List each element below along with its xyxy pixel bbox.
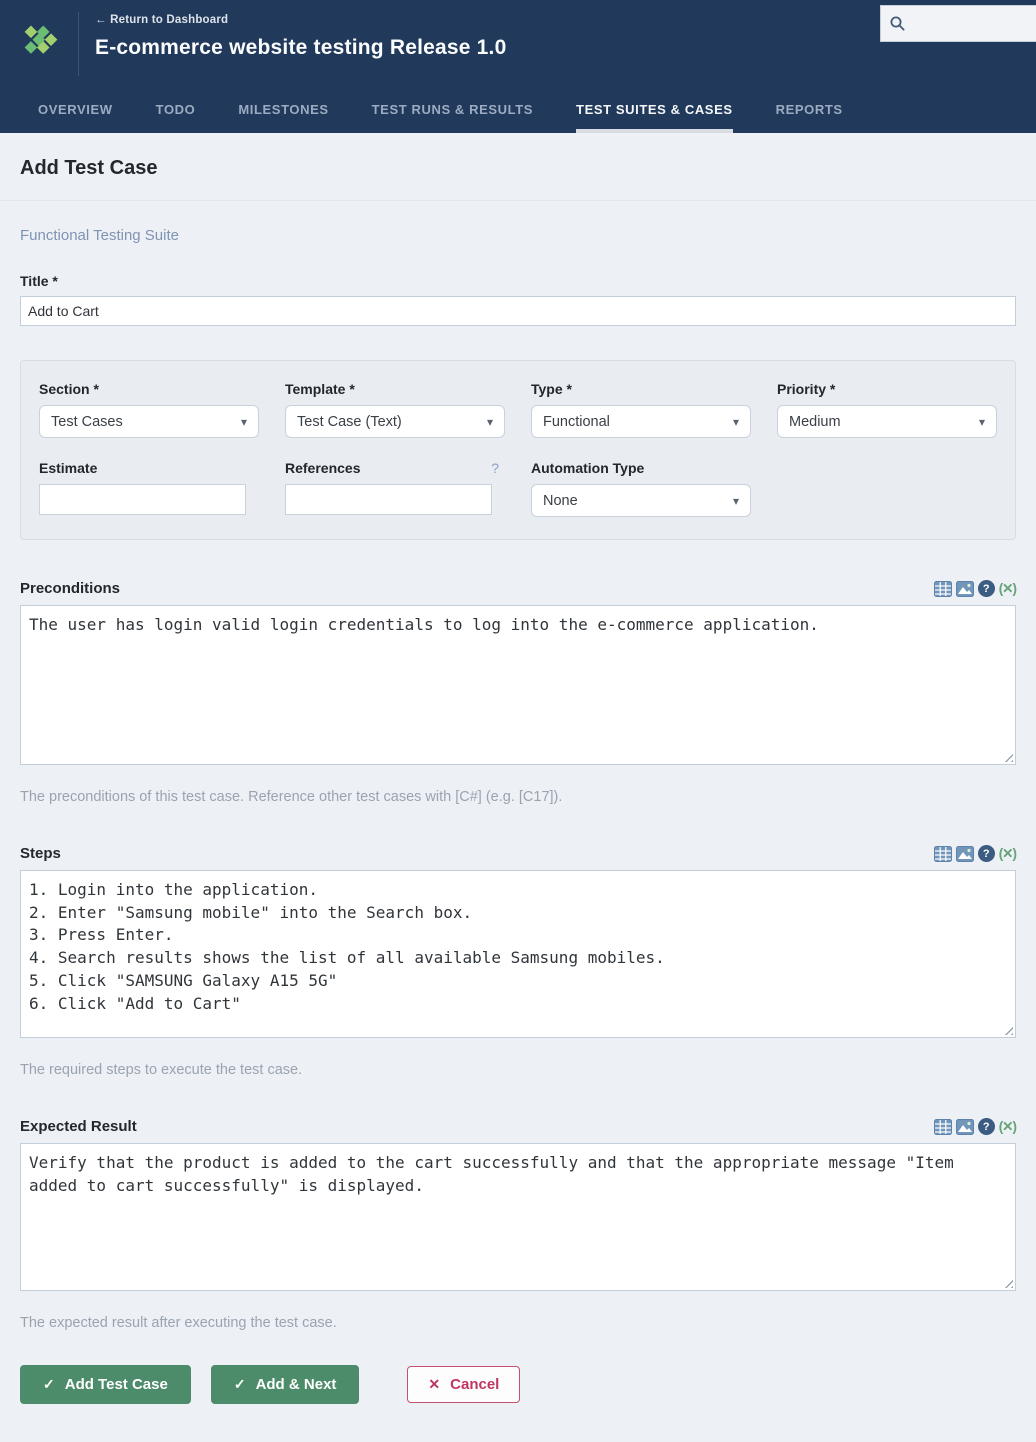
steps-label: Steps [20, 845, 61, 862]
return-to-dashboard-link[interactable]: ← Return to Dashboard [95, 14, 229, 26]
project-nav [0, 86, 1036, 133]
preconditions-section [20, 580, 1016, 805]
formatting-help-icon[interactable]: ? [978, 580, 995, 597]
expected-result-section [20, 1118, 1016, 1331]
preconditions-textarea[interactable] [20, 605, 1016, 765]
search-input[interactable] [912, 16, 1022, 32]
tab-test-suites-cases[interactable]: TEST SUITES & CASES [576, 86, 733, 133]
formatting-help-icon[interactable]: ? [978, 1118, 995, 1135]
title-input[interactable] [20, 296, 1016, 326]
template-label: Template * [285, 381, 355, 397]
template-value: Test Case (Text) [297, 413, 402, 430]
header-divider [78, 12, 79, 76]
estimate-input[interactable] [39, 484, 246, 515]
expand-editor-icon[interactable]: (✕) [998, 580, 1016, 596]
project-title: E-commerce website testing Release 1.0 [95, 36, 507, 59]
cancel-button[interactable]: ✕ Cancel [407, 1366, 520, 1403]
check-icon: ✓ [233, 1376, 246, 1392]
expected-result-textarea[interactable] [20, 1143, 1016, 1291]
chevron-down-icon: ▾ [732, 493, 739, 508]
preconditions-helper-text: The preconditions of this test case. Reference other test cases with [C#] (e.g. [C17]). [20, 789, 563, 805]
check-icon: ✓ [43, 1376, 55, 1392]
steps-section [20, 845, 1016, 1078]
page-title: Add Test Case [20, 157, 158, 179]
steps-textarea[interactable] [20, 870, 1016, 1038]
type-select[interactable] [531, 405, 751, 438]
expected-result-label: Expected Result [20, 1118, 137, 1135]
expand-editor-icon[interactable]: (✕) [998, 845, 1016, 861]
insert-image-icon[interactable] [956, 581, 974, 597]
references-help-icon[interactable]: ? [491, 460, 499, 476]
references-input[interactable] [285, 484, 492, 515]
chevron-down-icon: ▾ [486, 414, 493, 429]
add-test-case-button[interactable]: ✓ Add Test Case [20, 1365, 191, 1404]
tab-todo[interactable]: TODO [155, 102, 196, 117]
page-title-band [0, 133, 1036, 201]
steps-helper-text: The required steps to execute the test case. [20, 1062, 303, 1078]
insert-table-icon[interactable] [934, 1119, 952, 1135]
preconditions-label: Preconditions [20, 580, 121, 597]
tab-reports[interactable]: REPORTS [775, 102, 843, 117]
search-icon [889, 15, 906, 32]
suite-link[interactable]: Functional Testing Suite [20, 227, 179, 244]
chevron-down-icon: ▾ [978, 414, 985, 429]
section-label: Section * [39, 381, 99, 397]
title-label: Title * [20, 273, 58, 289]
formatting-help-icon[interactable]: ? [978, 845, 995, 862]
insert-image-icon[interactable] [956, 846, 974, 862]
search-box[interactable] [880, 5, 1036, 42]
automation-type-select[interactable] [531, 484, 751, 517]
type-label: Type * [531, 381, 572, 397]
add-and-next-button[interactable]: ✓ Add & Next [211, 1365, 360, 1404]
tab-milestones[interactable]: MILESTONES [238, 102, 329, 117]
priority-label: Priority * [777, 381, 836, 397]
app-header [0, 0, 1036, 86]
case-properties-panel [20, 360, 1016, 540]
testrail-logo-icon [22, 24, 60, 62]
references-label: References [285, 460, 361, 476]
priority-value: Medium [789, 413, 841, 430]
section-value: Test Cases [51, 413, 123, 430]
expand-editor-icon[interactable]: (✕) [998, 1118, 1016, 1134]
estimate-label: Estimate [39, 460, 98, 476]
automation-type-value: None [543, 492, 578, 509]
chevron-down-icon: ▾ [732, 414, 739, 429]
insert-table-icon[interactable] [934, 846, 952, 862]
insert-table-icon[interactable] [934, 581, 952, 597]
type-value: Functional [543, 413, 610, 430]
template-select[interactable] [285, 405, 505, 438]
section-select[interactable] [39, 405, 259, 438]
automation-type-label: Automation Type [531, 460, 645, 476]
tab-test-runs-results[interactable]: TEST RUNS & RESULTS [371, 102, 534, 117]
insert-image-icon[interactable] [956, 1119, 974, 1135]
close-icon: ✕ [428, 1376, 441, 1392]
expected-result-helper-text: The expected result after executing the test case. [20, 1315, 337, 1331]
chevron-down-icon: ▾ [240, 414, 247, 429]
priority-select[interactable] [777, 405, 997, 438]
tab-overview[interactable]: OVERVIEW [38, 102, 113, 117]
